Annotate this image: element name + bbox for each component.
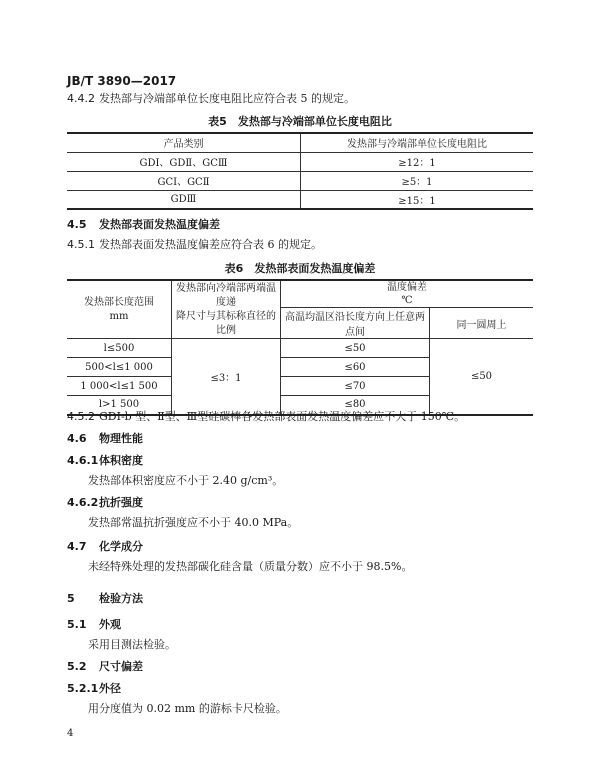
table6-header-length — [67, 280, 172, 339]
section-number: 4.6.1 — [67, 454, 99, 467]
table5-cell-ratio: ≥15：1 — [301, 190, 534, 209]
table6-cell-circumference: ≤50 — [430, 339, 534, 415]
clause-text: 发热部常温抗折强度应不小于 40.0 MPa。 — [88, 516, 299, 529]
section-5-1 — [67, 618, 121, 632]
section-number: 4.7 — [67, 540, 87, 553]
section-4-6-2 — [67, 496, 143, 510]
table5 — [67, 132, 533, 210]
section-number: 4.6.2 — [67, 496, 99, 509]
table6-caption: 表6 发热部表面发热温度偏差 — [224, 262, 376, 275]
table6-cell-ratio: ≤3：1 — [172, 339, 281, 415]
clause-number: 4.4.2 — [67, 92, 95, 105]
section-5-2 — [67, 660, 143, 674]
section-number: 5.1 — [67, 618, 87, 631]
clause-number: 4.5.1 — [67, 238, 95, 251]
clause-text: 用分度值为 0.02 mm 的游标卡尺检验。 — [88, 702, 287, 715]
section-title: 化学成分 — [99, 540, 143, 553]
section-4-7 — [67, 540, 143, 554]
section-title: 外径 — [99, 682, 121, 695]
section-title: 外观 — [99, 618, 121, 631]
section-5-2-1 — [67, 682, 121, 696]
clause-4-4-2 — [67, 92, 355, 106]
clause-text: 未经特殊处理的发热部碳化硅含量（质量分数）应不小于 98.5%。 — [88, 560, 413, 573]
table-row — [67, 190, 533, 209]
header-line: 降尺寸与其标称直径的比例 — [176, 310, 276, 336]
section-title: 抗折强度 — [99, 496, 143, 509]
table5-header-ratio: 发热部与冷端部单位长度电阻比 — [301, 133, 534, 152]
clause-text: 采用目测法检验。 — [88, 638, 176, 651]
table5-cell-ratio: ≥5：1 — [301, 171, 534, 190]
section-number: 5.2 — [67, 660, 87, 673]
header-line: mm — [109, 310, 129, 322]
table6-cell-deviation: ≤60 — [281, 358, 430, 377]
clause-4-5-2 — [67, 410, 465, 424]
section-4-5 — [67, 218, 220, 232]
table6-header-ratio — [172, 280, 281, 339]
table-row — [67, 171, 533, 190]
table6-cell-deviation: ≤70 — [281, 377, 430, 396]
table6-cell-deviation: ≤50 — [281, 339, 430, 358]
header-line: 温度偏差 — [387, 282, 427, 293]
section-number: 4.5 — [67, 218, 87, 231]
section-5 — [67, 592, 143, 606]
table6-cell-length: 1 000<l≤1 500 — [67, 377, 172, 396]
table6-header-circumference: 同一圆周上 — [430, 308, 534, 339]
section-title: 检验方法 — [99, 592, 143, 605]
table-row — [67, 152, 533, 171]
table6-cell-deviation: ≤80 — [281, 396, 430, 415]
page-number: 4 — [67, 728, 74, 739]
table5-cell-category: GDⅠ、GDⅡ、GCⅢ — [67, 152, 301, 171]
header-line: 发热部长度范围 — [84, 296, 154, 308]
clause-text: 发热部表面发热温度偏差应符合表 6 的规定。 — [99, 238, 322, 251]
header-line: ℃ — [401, 295, 413, 306]
table6-header-hot-zone: 高温均温区沿长度方向上任意两点间 — [281, 308, 430, 339]
clause-text: GDⅠ-b 型、Ⅱ型、Ⅲ型硅碳棒各发热部表面发热温度偏差应不大于 150℃。 — [99, 410, 466, 423]
table5-cell-category: GCⅠ、GCⅡ — [67, 171, 301, 190]
clause-text: 发热部与冷端部单位长度电阻比应符合表 5 的规定。 — [99, 92, 355, 105]
section-title: 发热部表面发热温度偏差 — [99, 218, 220, 231]
table6-cell-length: l>1 500 — [67, 396, 172, 415]
section-title: 尺寸偏差 — [99, 660, 143, 673]
header-line: 发热部向冷端部两端温度递 — [176, 282, 276, 308]
table6-cell-length: l≤500 — [67, 339, 172, 358]
standard-code: JB/T 3890—2017 — [67, 74, 177, 88]
section-number: 4.6 — [67, 432, 87, 445]
clause-number: 4.5.2 — [67, 410, 95, 423]
section-title: 物理性能 — [99, 432, 143, 445]
table5-caption: 表5 发热部与冷端部单位长度电阻比 — [208, 115, 392, 128]
section-4-6 — [67, 432, 143, 446]
section-4-6-1 — [67, 454, 143, 468]
section-number: 5.2.1 — [67, 682, 99, 695]
table6-cell-length: 500<l≤1 000 — [67, 358, 172, 377]
clause-4-5-1 — [67, 238, 322, 252]
table6-header-deviation — [281, 280, 534, 308]
clause-text: 发热部体积密度应不小于 2.40 g/cm³。 — [88, 474, 284, 487]
table6 — [67, 279, 533, 416]
section-number: 5 — [67, 592, 75, 605]
table5-header-category: 产品类别 — [67, 133, 301, 152]
table5-cell-ratio: ≥12：1 — [301, 152, 534, 171]
table-row — [67, 339, 533, 358]
table5-cell-category: GDⅢ — [67, 190, 301, 209]
section-title: 体积密度 — [99, 454, 143, 467]
